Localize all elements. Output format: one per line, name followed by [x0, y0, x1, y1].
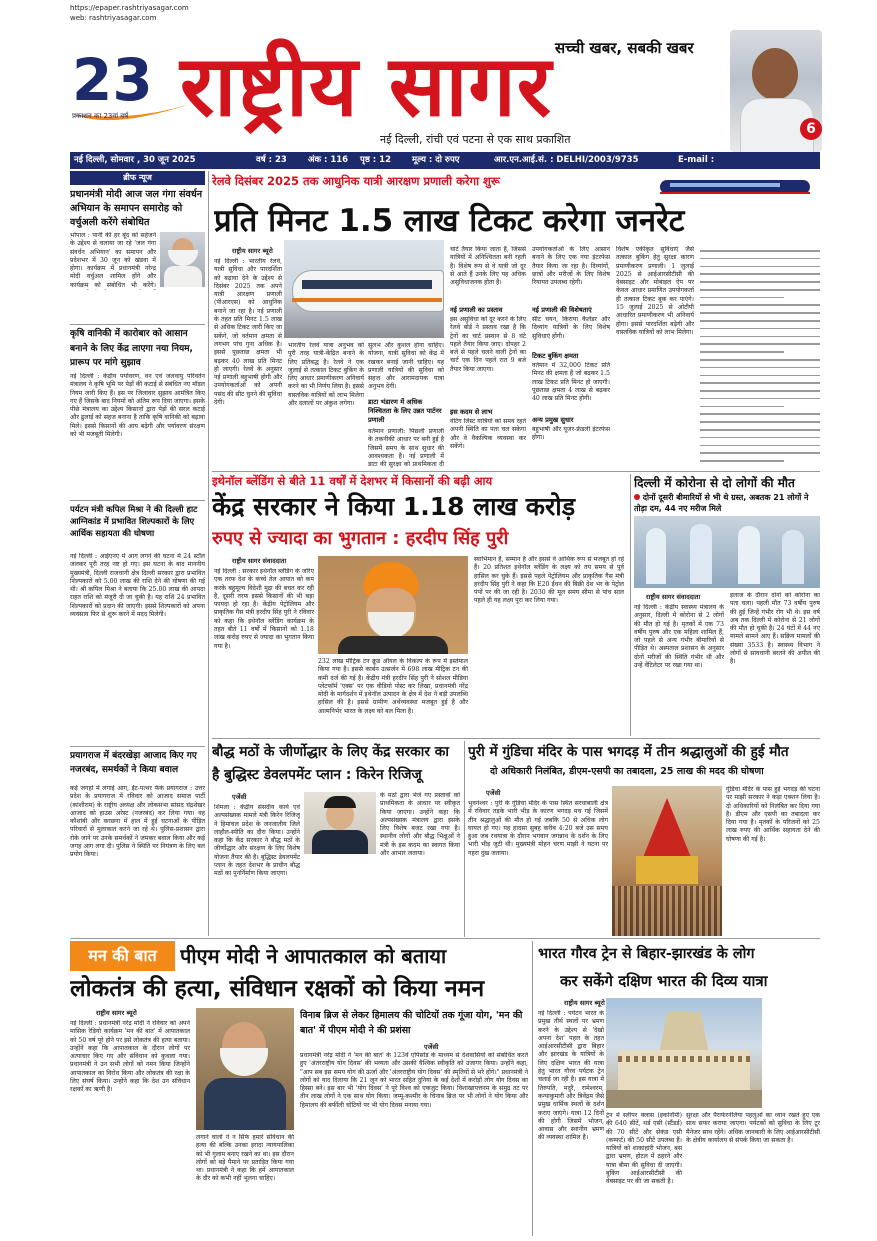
brief-title: ब्रीफ न्यूज	[70, 171, 205, 185]
top-byline: राष्ट्रीय सागर ब्यूरो	[232, 247, 273, 255]
mid-byline: राष्ट्रीय सागर संवाददाता	[232, 557, 287, 565]
mid-headline-2: रुपए से ज्यादा का भुगतान : हरदीप सिंह पुरी	[212, 528, 509, 549]
mid-bottom-rule	[212, 738, 820, 739]
temple-photo	[606, 998, 762, 1108]
buddh-col1b	[304, 858, 376, 940]
mann-byline: राष्ट्रीय सागर ब्यूरो	[96, 1009, 137, 1017]
brief-1-body-cont	[70, 290, 205, 322]
masthead-title: राष्ट्रीय सागर	[180, 37, 553, 135]
puri-col2: गुंडिचा मंदिर के पास हुई भगदड़ की घटना पर माझी सरकार ने कड़ा एक्शन लिया है। दो अधिकारियों को निलंबित कर दिया गया है। डीएम और एसपी का तबादला कर दिया गया है। मृतकों के परिजनों को 25 लाख रुपए की आर्थिक सहायता देने की घोषणा की गई है।	[726, 786, 820, 843]
modi-photo-small	[160, 232, 205, 287]
yoga-body: प्रधानमंत्री नरेंद्र मोदी ने 'मन की बात' के 123वें एपिसोड के माध्यम से देशवासियों को संबोधित करते हुए 'अंतरराष्ट्रीय योग दिवस' की भव्यता और उसकी वैश्विक स्वीकृति को उजागर किया। उन्होंने कहा, "आप सब इस समय योग की ऊर्जा और 'अंतरराष्ट्रीय योग दिवस' की स्मृतियों से भरे होंगे।" प्रधानमंत्री ने लोगों को याद दिलाया कि 21 जून को भारत सहित दुनिया के कई देशों में करोड़ों लोग योग दिवस का हिस्सा बने। इस बार भी 'योग दिवस' ने पूरे विश्व को एकजुट किया। विशाखापत्तनम के समुद्र तट पर तीन लाख लोगों ने एक साथ योग किया। जम्मू-कश्मीर के चिनाब ब्रिज पर भी लोगों ने योग किया और हिमालय की बर्फीली चोटियों पर भी योग दिवस मनाया गया।	[300, 1052, 528, 1109]
top-sub4-body: वर्तमान में 32,000 टिकट प्रति मिनट की क्षमता है जो बढ़कर 1.5 लाख टिकट प्रति मिनट हो जाएगी। पूछताछ क्षमता 4 लाख से बढ़कर 40 लाख प्रति मिनट होगी।	[532, 362, 610, 403]
brief-2-body: नई दिल्ली : केंद्रीय पर्यावरण, वन एवं जलवायु परिवर्तन मंत्रालय ने कृषि भूमि पर पेड़ों की कटाई से संबंधित नए मॉडल नियम जारी किए हैं। इस पर जिलावार सुझाव आमंत्रित किए गए हैं जिसके बाद नियमों को अंतिम रूप दिया जाएगा। इसके पीछे मंत्रालय का उद्देश्य किसानों द्वारा पेड़ों की सरल कटाई और ढुलाई को सहज बनाना है ताकि कृषि वानिकी को बढ़ावा मिले। इससे किसानों की आय बढ़ेगी और पर्यावरण संरक्षण को भी मजबूती मिलेगी।	[70, 373, 205, 439]
buddh-right-rule	[464, 741, 465, 937]
mid-caption: 232 लाख मीट्रिक टन क्रूड ऑयल के विकल्प के रूप में इस्तेमाल किया गया है। इससे कार्बन उत्सर्जन में 698 लाख मीट्रिक टन की कमी दर्ज की गई है। केंद्रीय मंत्री हरदीप सिंह पुरी ने सोशल मीडिया प्लेटफॉर्म 'एक्स' पर एक वीडियो पोस्ट कर लिखा, प्रधानमंत्री नरेंद्र मोदी के मार्गदर्शन में इथेनॉल उत्पादन के क्षेत्र में देश ने बड़ी उपलब्धि हासिल की है। इससे ग्रामीण अर्थव्यवस्था मजबूत हुई है और आत्मनिर्भर भारत के लक्ष्य को बल मिला है।	[318, 658, 468, 715]
delhi-col2: इलाज के दौरान दोनों को कोरोना का पता चला। पहली मौत 73 वर्षीय पुरुष की हुई जिन्हें गंभीर रोग भी थे। इस वर्ष अब तक दिल्ली में कोरोना से 21 लोगों की मौत हो चुकी है। 24 घंटों में 44 नए मामले सामने आए हैं। सक्रिय मामलों की संख्या 3533 है। स्वास्थ्य विभाग ने लोगों से सावधानी बरतने की अपील की है।	[730, 592, 820, 666]
mulya: मूल्य : दो रुपए	[412, 155, 460, 165]
train-headline-2: कर सकेंगे दक्षिण भारत की दिव्य यात्रा	[560, 972, 768, 990]
varsh: वर्ष : 23	[256, 155, 287, 165]
yoga-headline: विनाब ब्रिज से लेकर हिमालय की चोटियों तक गूंजा योग, 'मन की बात' में पीएम मोदी ने की प्रशंसा	[300, 1010, 523, 1036]
top-sub5: अन्य प्रमुख सुधार	[532, 416, 574, 424]
mann-headline: पीएम मोदी ने आपातकाल को बताया	[180, 944, 447, 968]
delhi-sub-text: दोनों दूसरी बीमारियों से भी थे ग्रस्त, अबतक 21 लोगों ने तोड़ा दम, 44 नए मरीज मिले	[634, 493, 809, 513]
top-col7-lines	[700, 250, 820, 466]
puri-photo	[318, 556, 468, 654]
mann-col1: नई दिल्ली : प्रधानमंत्री नरेंद्र मोदी ने रविवार को अपने मासिक रेडियो कार्यक्रम 'मन की बात' में आपातकाल को 50 वर्ष पूरे होने पर इसे लोकतंत्र की हत्या बताया। उन्होंने कहा कि आपातकाल के दौरान लोगों पर अत्याचार किए गए और संविधान को कुचला गया। प्रधानमंत्री ने उन सभी लोगों को नमन किया जिन्होंने आपातकाल का विरोध किया और लोकतंत्र की रक्षा के लिए संघर्ष किया। उन्होंने कहा कि देश उन संविधान रक्षकों का ऋणी है।	[70, 1020, 190, 1094]
brief-3-body: नई दिल्ली : आईएनए में आग लगने की घटना में 24 स्टॉल जलकर पूरी तरह नष्ट हो गए। इस घटना के बाद माननीय मुख्यमंत्री, दिल्ली राजधानी क्षेत्र दिल्ली सरकार द्वारा प्रभावित शिल्पकारों को 5.00 लाख की राशि देने की घोषणा की गई थी। श्री कपिल मिश्रा ने बताया कि 25.00 लाख की आपदा राहत राशि को मंजूरी दी जा चुकी है। यह राशि 24 प्रभावित शिल्पकारों को प्रदान की जाएगी। इससे शिल्पकारों को अपना व्यवसाय फिर से शुरू करने में मदद मिलेगी।	[70, 553, 205, 619]
left-divider-1	[70, 324, 205, 325]
left-column-rule	[208, 171, 209, 936]
brief-4-body: कई जगहों में लगाई आग, ईंट-पत्थर फेंके प्रयागराज : उत्तर प्रदेश के प्रयागराज में रविवार को आजाद समाज पार्टी (कांशीराम) के राष्ट्रीय अध्यक्ष और लोकसभा सांसद चंद्रशेखर आजाद को हाउस अरेस्ट (नजरबंद) कर लिया गया। वह कौशांबी और करछना में हाल में हुई घटनाओं के पीड़ित परिवारों से मुलाकात करने जा रहे थे। पुलिस-प्रशासन द्वारा रोके जाने पर उनके समर्थकों ने जमकर बवाल किया और कई जगह आग लगा दी। पुलिस ने स्थिति पर नियंत्रण के लिए बल प्रयोग किया।	[70, 785, 205, 859]
buddh-headline: बौद्ध मठों के जीर्णोद्धार के लिए केंद्र सरकार का है बुद्धिस्ट डेवलपमेंट प्लान : किरेन रिजिजू	[212, 744, 449, 783]
top-sub5-body: बहुभाषी और यूजर-फ्रेंडली इंटरफेस होगा।	[532, 426, 610, 442]
left-divider-3	[70, 746, 205, 747]
mid-col1: नई दिल्ली : सरकार इथेनॉल ब्लेंडिंग के जरिए एक तरफ देश के कच्चे तेल आयात को कम करके बहुमूल्य विदेशी मुद्रा की बचत कर रही है, दूसरी तरफ इससे किसानों की भी बड़ा फायदा हो रहा है। केंद्रीय पेट्रोलियम और प्राकृतिक गैस मंत्री हरदीप सिंह पुरी ने रविवार को कहा कि इथेनॉल ब्लेंडिंग कार्यक्रम के तहत बीते 11 वर्षों में किसानों को 1.18 लाख करोड़ रुपए से ज्यादा का भुगतान किया गया है।	[214, 568, 314, 650]
brief-4-headline: प्रयागराज में बंदरखेड़ा आजाद किए गए नजरबंद, समर्थकों ने किया बवाल	[70, 751, 197, 775]
mid-col3: स्वाभिमान है, सम्मान है और इससे वे आर्थिक रूप से मजबूत हो रहे हैं। 20 प्रतिशत इथेनॉल ब्लेंडिंग के लक्ष्य को तय समय से पूर्व हासिल कर चुके हैं। इससे पहले पेट्रोलियम और प्राकृतिक गैस मंत्री हरदीप सिंह पुरी ने कहा कि E20 ईंधन की बिक्री देश भर के पेट्रोल पंपों पर की जा रही है। 2030 की मूल समय सीमा से पांच साल पहले ही यह लक्ष्य पूरा कर लिया गया।	[474, 556, 624, 605]
modi-photo-large	[196, 1008, 294, 1130]
buddh-col2: के मठों द्वारा भेजे गए प्रस्तावों को प्राथमिकता के आधार पर स्वीकृत किया जाएगा। उन्होंने कहा कि अल्पसंख्यक मंत्रालय द्वारा इसके लिए विशेष बजट रखा गया है। स्थानीय लोगों और बौद्ध भिक्षुओं ने मंत्री के इस कदम का स्वागत किया और आभार जताया।	[380, 792, 460, 858]
puri-headline: पुरी में गुंडिचा मंदिर के पास भगदड़ में तीन श्रद्धालुओं की हुई मौत	[468, 744, 789, 760]
train-byline: राष्ट्रीय सागर ब्यूरो	[564, 999, 605, 1007]
epaper-url[interactable]: https://epaper.rashtriyasagar.com	[70, 4, 189, 12]
info-bar	[70, 152, 820, 169]
mann-headline-2: लोकतंत्र की हत्या, संविधान रक्षकों को किया नमन	[70, 976, 485, 1002]
delhi-col1: नई दिल्ली : केंद्रीय स्वास्थ्य मंत्रालय के अनुसार, दिल्ली में कोरोना से 2 लोगों की मौत हो गई है। मृतकों में एक 73 वर्षीय पुरुष और एक महिला शामिल हैं, जो पहले से अन्य गंभीर बीमारियों से पीड़ित थे। अस्पताल प्रशासन के अनुसार दोनों मरीजों की स्थिति गंभीर थी और उन्हें वेंटिलेटर पर रखा गया था।	[634, 604, 724, 670]
delhi-sub	[634, 492, 820, 514]
top-sub3: इस कदम से लाभ	[450, 408, 493, 416]
top-col4: चार्ट तैयार किया जाता है, जिससे यात्रियों में अनिश्चितता बनी रहती है। विशेष रूप से वे यात्री जो दूर से आते हैं उनके लिए यह अधिक असुविधाजनक होता है।	[450, 246, 526, 287]
brief-1-body: भोपाल : पानी की हर बूंद को सहेजने के उद्देश्य से चलाया जा रहे 'जल गंगा संवर्धन अभियान' का समापन और प्रदेशभर में 30 जून को खंडवा में होगा। कार्यक्रम में प्रधानमंत्री नरेन्द्र मोदी वर्चुअल शामिल होंगे और कार्यक्रम को संबोधित भी करेंगे।	[70, 232, 156, 289]
top-headline: प्रति मिनट 1.5 लाख टिकट करेगा जनरेट	[214, 203, 685, 239]
prishth: पृष्ठ : 12	[360, 155, 391, 165]
top-col5: उपयोगकर्ताओं के लिए आसान बनाने के लिए एक नया इंटरफेस तैयार किया जा रहा है। दिव्यांगों, छात्रों और मरीजों के लिए विशेष रियायत उपलब्ध रहेगी।	[532, 246, 610, 287]
train-icon	[660, 172, 820, 200]
train-col3: सुरक्षा और पैराफेरनेलिया पहलुओं का ध्यान रखते हुए एक साथ सफर कराया जाएगा। पर्यटकों को सुविधा के लिए टूर मैनेजर साथ रहेंगे। अधिक जानकारी के लिए आईआरसीटीसी के क्षेत्रीय कार्यालय से संपर्क किया जा सकता है।	[686, 1112, 820, 1144]
tagline: सच्ची खबर, सबकी खबर	[555, 39, 694, 57]
anniversary-logo	[72, 46, 192, 120]
brief-1-headline: प्रधानमंत्री मोदी आज जल गंगा संवर्धन अभियान के समापन समारोह को वर्चुअली करेंगे संबोधित	[70, 189, 203, 228]
editions-line: नई दिल्ली, रांची एवं पटना से एक साथ प्रकाशित	[380, 133, 571, 146]
mann-ki-baat-label: मन की बात	[70, 941, 175, 971]
rijiju-photo	[304, 792, 376, 854]
yoga-byline: एजेंसी	[424, 1043, 439, 1051]
top-sub6-body: सीट चयन, किराया कैलेंडर और दिव्यांग यात्रियों के लिए विशेष सुविधाएं होंगी।	[532, 316, 610, 340]
covid-photo	[634, 516, 820, 588]
red-dot-icon	[634, 494, 640, 500]
puri-sub: दो अधिकारी निलंबित, डीएम-एसपी का तबादला, 25 लाख की मदद की घोषणा	[490, 766, 764, 777]
train-col1: नई दिल्ली : पर्यटन भारत के प्रमुख तीर्थ स्थलों पर भ्रमण करने के उद्देश्य से 'देखो अपना देश' पहल के तहत आईआरसीटीसी द्वारा बिहार और झारखंड के यात्रियों के लिए दक्षिण भारत की यात्रा हेतु भारत गौरव पर्यटक ट्रेन चलाई जा रही है। इस यात्रा में तिरुपति, मदुरै, रामेश्वरम, कन्याकुमारी और त्रिवेंद्रम जैसे प्रमुख धार्मिक स्थलों के दर्शन कराए जाएंगे। यात्रा 12 दिनों की होगी जिसमें भोजन, आवास और स्थानीय भ्रमण की व्यवस्था शामिल है।	[538, 1010, 604, 1142]
brief-2-headline: कृषि वानिकी में कारोबार को आसान बनाने के लिए केंद्र लाएगा नया नियम, प्रारूप पर मांगे सुझाव	[70, 329, 193, 368]
top-sub3-body: वेटिंग लिस्ट यात्रियों को समय रहते अपनी स्थिति का पता चल सकेगा और वे वैकल्पिक व्यवस्था कर सकेंगे।	[450, 418, 526, 450]
top-sub6: नई प्रणाली की विशेषताएं	[532, 306, 592, 314]
train-col2: ट्रेन में स्लीपर क्लास (इकोनॉमी) की 640 सीटें, थर्ड एसी (स्टैंडर्ड) की 70 सीटें और सेकंड एसी (कम्फर्ट) की 50 सीटें उपलब्ध हैं। यात्रियों को शाकाहारी भोजन, बस द्वारा भ्रमण, होटल में ठहरने और यात्रा बीमा की सुविधा दी जाएगी। बुकिंग आईआरसीटीसी की वेबसाइट पर की जा सकती है।	[606, 1112, 682, 1186]
bottom-middle-rule	[532, 941, 533, 1236]
top-col1: नई दिल्ली : भारतीय रेलवे, यात्री सुविधा और पारदर्शिता को बढ़ावा देने के उद्देश्य से दिसंबर 2025 तक अपने यात्री आरक्षण प्रणाली (पीआरएस) को आधुनिक बनाने जा रहा है। नई प्रणाली के तहत प्रति मिनट 1.5 लाख से अधिक टिकट जारी किए जा सकेंगे, जो वर्तमान क्षमता से लगभग पांच गुना अधिक है। इससे पूछताछ क्षमता भी बढ़कर 40 लाख प्रति मिनट हो जाएगी। रेलवे के अनुसार नई प्रणाली बहुभाषी होगी और उपयोगकर्ताओं को अपनी पसंद की सीट चुनने की सुविधा देगी।	[214, 258, 282, 407]
mid-right-rule	[630, 474, 631, 736]
mann-col2: लगाने वालों ने न सिर्फ हमारे संविधान की हत्या की बल्कि उनका इरादा न्यायपालिका को भी गुलाम बनाए रखने का था। इस दौरान लोगों को बड़े पैमाने पर प्रताड़ित किया गया था। प्रधानमंत्री ने कहा कि हमें आपातकाल के दौर को कभी नहीं भूलना चाहिए।	[196, 1134, 294, 1183]
puri-byline: एजेंसी	[486, 789, 501, 797]
top-story-rule	[212, 471, 820, 472]
rni: आर.एन.आई.सं. : DELHI/2003/9735	[494, 155, 639, 165]
top-kicker-bar	[212, 172, 820, 200]
mid-headline: केंद्र सरकार ने किया 1.18 लाख करोड़	[212, 492, 576, 521]
header	[0, 0, 877, 165]
top-col6: विशेष एकीकृत सुविधाएं जैसे तत्काल बुकिंग हेतु सुरक्षा कारण प्रमाणीकरण प्रणाली। 1 जुलाई 2025 से आईआरसीटीसी की वेबसाइट और मोबाइल ऐप पर केवल आधार प्रमाणित उपयोगकर्ता ही तत्काल टिकट बुक कर पाएंगे। 15 जुलाई 2025 से ओटीपी आधारित प्रमाणीकरण भी अनिवार्य होगा। इससे पारदर्शिता बढ़ेगी और वास्तविक यात्रियों को लाभ मिलेगा।	[616, 246, 694, 336]
ear-badge	[800, 118, 822, 140]
train-photo	[284, 240, 444, 338]
dateline: नई दिल्ली, सोमवार , 30 जून 2025	[74, 155, 196, 165]
anniversary-number: 23	[72, 46, 153, 114]
top-sub2-body: इस असुविधा को दूर करने के लिए रेलवे बोर्ड ने प्रस्ताव रखा है कि ट्रेनों का चार्ट प्रस्थान से 8 घंटे पहले तैयार किया जाए। दोपहर 2 बजे से पहले चलने वाली ट्रेनों का चार्ट एक दिन पहले रात 9 बजे तैयार किया जाएगा।	[450, 316, 526, 373]
anniversary-text: प्रकाशन का 23वां वर्ष	[72, 112, 129, 120]
top-sub4: टिकट बुकिंग क्षमता	[532, 352, 579, 360]
train-headline: भारत गौरव ट्रेन से बिहार-झारखंड के लोग	[538, 946, 755, 962]
buddh-col1: शिमला : केंद्रीय संसदीय कार्य एवं अल्पसंख्यक मामले मंत्री किरेन रिजिजू ने हिमाचल प्रदेश के जनजातीय जिले लाहौल-स्पीति का दौरा किया। उन्होंने कहा कि केंद्र सरकार ने बौद्ध मठों के जीर्णोद्धार और संरक्षण के लिए विशेष योजना तैयार की है। बुद्धिस्ट डेवलपमेंट प्लान के तहत देशभर के प्राचीन बौद्ध मठों का पुनर्निर्माण किया जाएगा।	[214, 804, 300, 878]
delhi-byline: राष्ट्रीय सागर संवाददाता	[646, 593, 701, 601]
left-divider-2	[70, 500, 205, 501]
email[interactable]: E-mail :	[678, 155, 715, 165]
website-url[interactable]: web: rashtriyasagar.com	[70, 14, 157, 22]
mid-kicker: इथेनॉल ब्लेंडिंग से बीते 11 वर्षों में देशभर में किसानों की बढ़ी आय	[212, 474, 493, 488]
top-sub2: नई प्रणाली का प्रस्ताव	[450, 306, 503, 314]
top-col2: भारतीय रेलवे यात्रा अनुभव को पूरी तरह यात्री-केंद्रित बनाने के लिए प्रतिबद्ध है। रेलवे ने एक जुलाई से तत्काल टिकट बुकिंग के लिए आधार प्रमाणीकरण अनिवार्य करने का भी निर्णय लिया है। इससे वास्तविक यात्रियों को लाभ मिलेगा और दलालों पर अंकुश लगेगा।	[288, 342, 364, 408]
train-col4	[766, 998, 820, 1108]
brief-3-headline: पर्यटन मंत्री कपिल मिश्रा ने की दिल्ली हाट आग्निकांड में प्रभावित शिल्पकारों के लिए आर्थिक सहायता की घोषणा	[70, 504, 198, 538]
top-sub1-body: वर्तमान प्रणाली: पिछली प्रणाली के तकनीकी आधार पर बनी हुई है जिसमें समय के साथ सुधार की आवश्यकता है। नई प्रणाली में डाटा की सुरक्षा को प्राथमिकता दी	[368, 428, 444, 468]
top-sub1: डाटा भंडारण में अधिक निश्चितता के लिए उन्नत पार्टनर प्रणाली	[368, 398, 442, 424]
buddh-byline: एजेंसी	[232, 793, 247, 801]
top-col3: सुलभ और कुशल होना चाहिए। योजना, यात्री सुविधा को केंद्र में रखकर बनाई जानी चाहिए। यह प्रणाली यात्रियों की सुविधा को सहज और आरामदायक यात्रा अनुभव देगी।	[368, 342, 444, 391]
ank: अंक : 116	[308, 155, 349, 165]
puri-col1: भुवनेश्वर : पुरी के गुंडिचा मंदिर के पास स्थित सरधाबाली क्षेत्र में रविवार तड़के भारी भीड़ के कारण भगदड़ मच गई जिसमें तीन श्रद्धालुओं की मौत हो गई जबकि 50 से अधिक लोग घायल हो गए। यह हादसा सुबह करीब 4:20 बजे उस समय हुआ जब रथयात्रा के दौरान भगवान जगन्नाथ के दर्शन के लिए भारी भीड़ जुटी थी। मुख्यमंत्री मोहन चरण माझी ने घटना पर गहरा दुख जताया।	[468, 800, 608, 857]
delhi-headline: दिल्ली में कोरोना से दो लोगों की मौत	[634, 476, 795, 490]
top-kicker: रेलवे दिसंबर 2025 तक आधुनिक यात्री आरक्षण प्रणाली करेगा शुरू	[212, 174, 500, 188]
rathyatra-photo	[612, 786, 722, 936]
ear-number: 6	[806, 121, 816, 137]
bottom-band-rule	[70, 938, 820, 939]
